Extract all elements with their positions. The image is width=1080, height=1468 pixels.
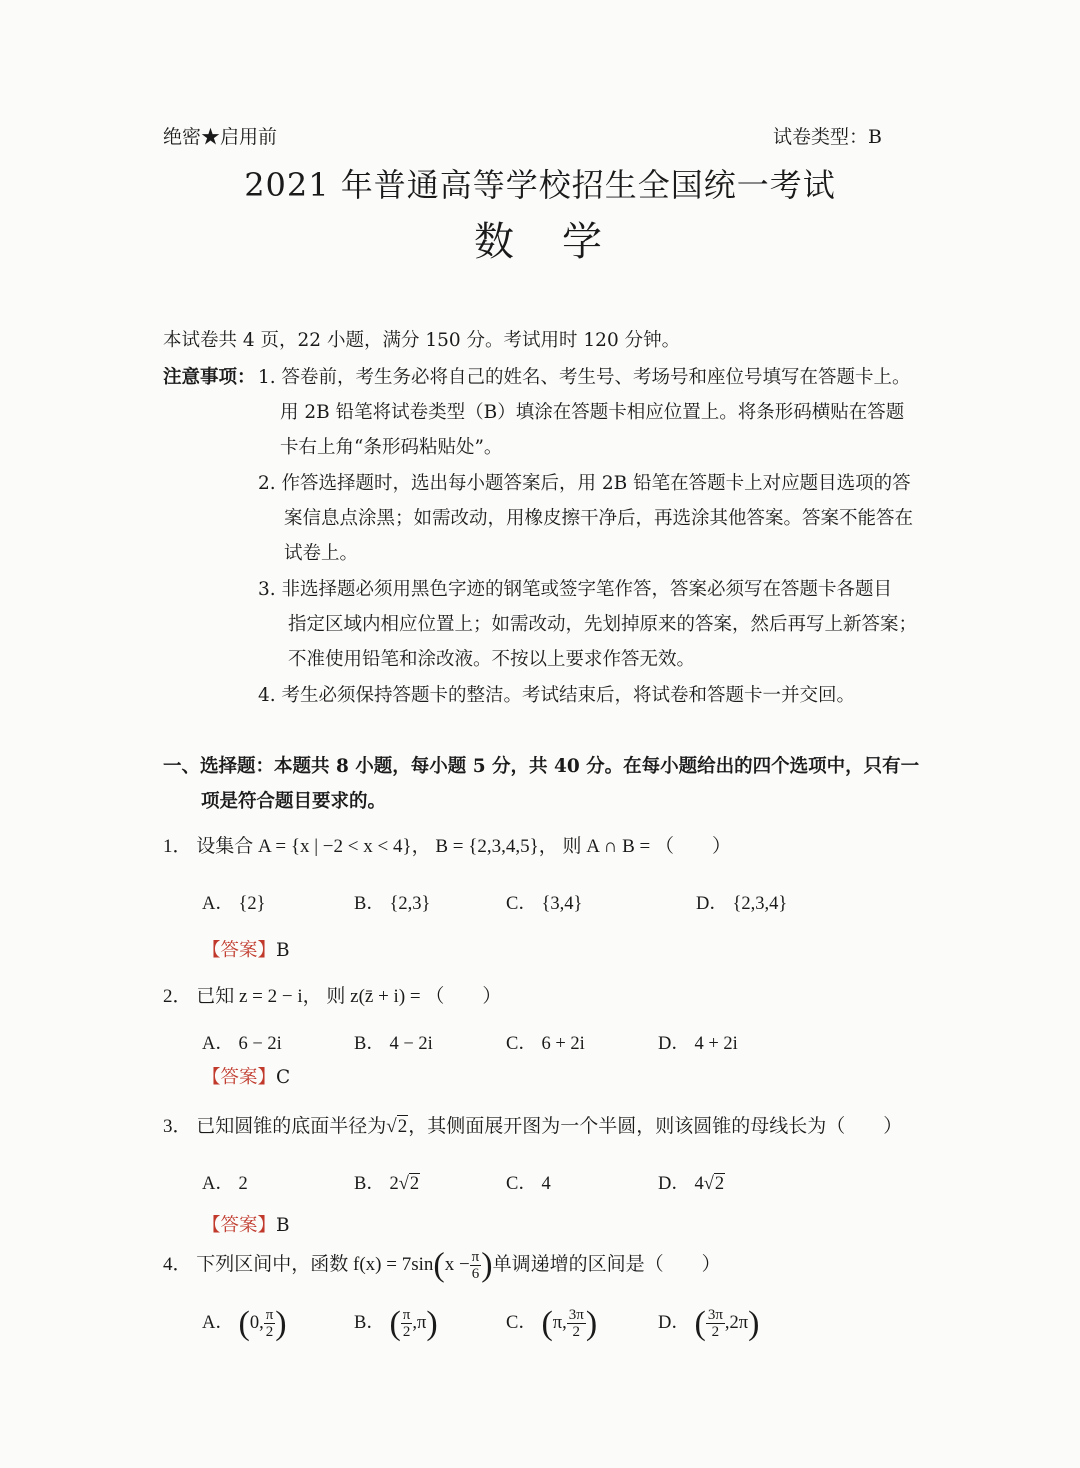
q3-option-d xyxy=(658,1169,725,1195)
notes-label: 注意事项： xyxy=(163,367,256,388)
paren-left: ( xyxy=(694,1304,706,1342)
sqrt-icon: √2 xyxy=(386,1116,408,1137)
question-4-stem xyxy=(163,1245,721,1286)
option-pre: 0, xyxy=(249,1313,264,1333)
q3-radicand: 2 xyxy=(397,1116,408,1137)
option-post: ,2π xyxy=(724,1313,749,1333)
frac-num: 3π xyxy=(568,1307,584,1324)
question-3-stem xyxy=(163,1111,902,1138)
answer-value: C xyxy=(276,1067,291,1088)
note-line: 卡右上角“条形码粘贴处”。 xyxy=(280,437,503,458)
q3-stem-part2: ，其侧面展开图为一个半圆，则该圆锥的母线长为（ ） xyxy=(408,1116,903,1137)
q4-option-b xyxy=(354,1303,438,1344)
answer-value: B xyxy=(276,1215,290,1236)
q1-option-a: A． {2} xyxy=(202,894,266,914)
q4-option-a xyxy=(202,1303,287,1344)
q4-stem-part1: 4． 下列区间中，函数 f(x) = 7sin xyxy=(163,1254,434,1275)
option-label: A． xyxy=(202,1313,234,1333)
option-pre: π, xyxy=(552,1313,567,1333)
subject-title: 数 学 xyxy=(474,219,606,265)
paren-right: ) xyxy=(748,1304,760,1342)
option-fraction xyxy=(401,1307,413,1340)
frac-num: π xyxy=(471,1249,480,1266)
frac-den: 2 xyxy=(265,1324,274,1341)
question-1-stem: 1． 设集合 A = {x | −2 < x < 4}， B = {2,3,4,5}， 则 A ∩ B = （ ） xyxy=(163,836,731,857)
option-fraction xyxy=(264,1307,276,1340)
option-label: C． xyxy=(506,1313,537,1333)
q2-option-c: C． 6 + 2i xyxy=(506,1034,585,1054)
q3-answer xyxy=(202,1211,290,1237)
sqrt-icon: √2 xyxy=(703,1174,725,1194)
q3-option-d-radicand: 2 xyxy=(714,1174,725,1194)
q4-stem-inner: x − xyxy=(444,1254,470,1275)
answer-tag: 【答案】 xyxy=(202,1067,277,1088)
paren-right: ) xyxy=(481,1246,493,1284)
note-line: 3. 非选择题必须用黑色字迹的钢笔或签字笔作答，答案必须写在答题卡各题目 xyxy=(258,579,893,600)
paren-left: ( xyxy=(238,1304,250,1342)
q2-option-b: B． 4 − 2i xyxy=(354,1034,433,1054)
exam-intro: 本试卷共 4 页，22 小题，满分 150 分。考试用时 120 分钟。 xyxy=(163,330,681,351)
section-heading: 一、选择题：本题共 8 小题，每小题 5 分，共 40 分。在每小题给出的四个选项中，只有一 xyxy=(163,756,920,777)
answer-tag: 【答案】 xyxy=(202,940,277,961)
frac-num: 3π xyxy=(707,1307,723,1324)
q3-option-b-radicand: 2 xyxy=(409,1174,420,1194)
note-line: 指定区域内相应位置上；如需改动，先划掉原来的答案，然后再写上新答案； xyxy=(288,614,918,635)
frac-num: π xyxy=(265,1307,274,1324)
note-line: 4. 考生必须保持答题卡的整洁。考试结束后，将试卷和答题卡一并交回。 xyxy=(258,685,856,706)
q1-option-b: B． {2,3} xyxy=(354,894,431,914)
paper-type-label: 试卷类型：B xyxy=(773,126,882,148)
note-line: 案信息点涂黑；如需改动，用橡皮擦干净后，再选涂其他答案。答案不能答在 xyxy=(284,508,914,529)
option-fraction xyxy=(706,1307,725,1340)
q4-option-c xyxy=(506,1303,597,1344)
q1-answer xyxy=(202,936,290,962)
question-2-stem: 2． 已知 z = 2 − i， 则 z(z̄ + i) = （ ） xyxy=(163,986,502,1007)
frac-den: 2 xyxy=(402,1324,411,1341)
q3-option-c: C． 4 xyxy=(506,1174,551,1194)
option-post: ,π xyxy=(412,1313,427,1333)
confidential-label: 绝密★启用前 xyxy=(163,126,278,148)
q4-option-d xyxy=(658,1303,759,1344)
exam-title: 2021 年普通高等学校招生全国统一考试 xyxy=(244,166,836,204)
note-line: 用 2B 铅笔将试卷类型（B）填涂在答题卡相应位置上。将条形码横贴在答题 xyxy=(280,402,905,423)
frac-den: 6 xyxy=(471,1266,480,1283)
section-heading-cont: 项是符合题目要求的。 xyxy=(201,791,387,812)
q1-option-d: D． {2,3,4} xyxy=(696,894,788,914)
q3-option-b xyxy=(354,1169,420,1195)
answer-tag: 【答案】 xyxy=(202,1215,277,1236)
q2-answer xyxy=(202,1063,290,1089)
paren-left: ( xyxy=(541,1304,553,1342)
q4-stem-part2: 单调递增的区间是（ ） xyxy=(492,1254,721,1275)
q3-option-d-text: D． 4 xyxy=(658,1174,704,1194)
frac-den: 2 xyxy=(711,1324,720,1341)
q3-option-b-text: B． 2 xyxy=(354,1174,399,1194)
note-line: 1. 答卷前，考生务必将自己的姓名、考生号、考场号和座位号填写在答题卡上。 xyxy=(258,367,911,388)
paren-left: ( xyxy=(389,1304,401,1342)
q3-option-a: A． 2 xyxy=(202,1174,248,1194)
note-line: 2. 作答选择题时，选出每小题答案后，用 2B 铅笔在答题卡上对应题目选项的答 xyxy=(258,473,911,494)
option-label: B． xyxy=(354,1313,385,1333)
option-label: D． xyxy=(658,1313,690,1333)
sqrt-icon: √2 xyxy=(398,1174,420,1194)
q2-option-a: A． 6 − 2i xyxy=(202,1034,282,1054)
q2-option-d: D． 4 + 2i xyxy=(658,1034,738,1054)
q1-option-c: C． {3,4} xyxy=(506,894,583,914)
note-line: 试卷上。 xyxy=(284,543,359,564)
note-line: 不准使用铅笔和涂改液。不按以上要求作答无效。 xyxy=(288,649,696,670)
frac-den: 2 xyxy=(572,1324,581,1341)
frac-num: π xyxy=(402,1307,411,1324)
answer-value: B xyxy=(276,940,290,961)
paren-right: ) xyxy=(426,1304,438,1342)
option-fraction xyxy=(567,1307,586,1340)
paren-right: ) xyxy=(275,1304,287,1342)
q4-fraction xyxy=(470,1249,482,1282)
q3-stem-part1: 3． 已知圆锥的底面半径为 xyxy=(163,1116,387,1137)
paren-right: ) xyxy=(585,1304,598,1342)
paren-left: ( xyxy=(433,1246,445,1284)
